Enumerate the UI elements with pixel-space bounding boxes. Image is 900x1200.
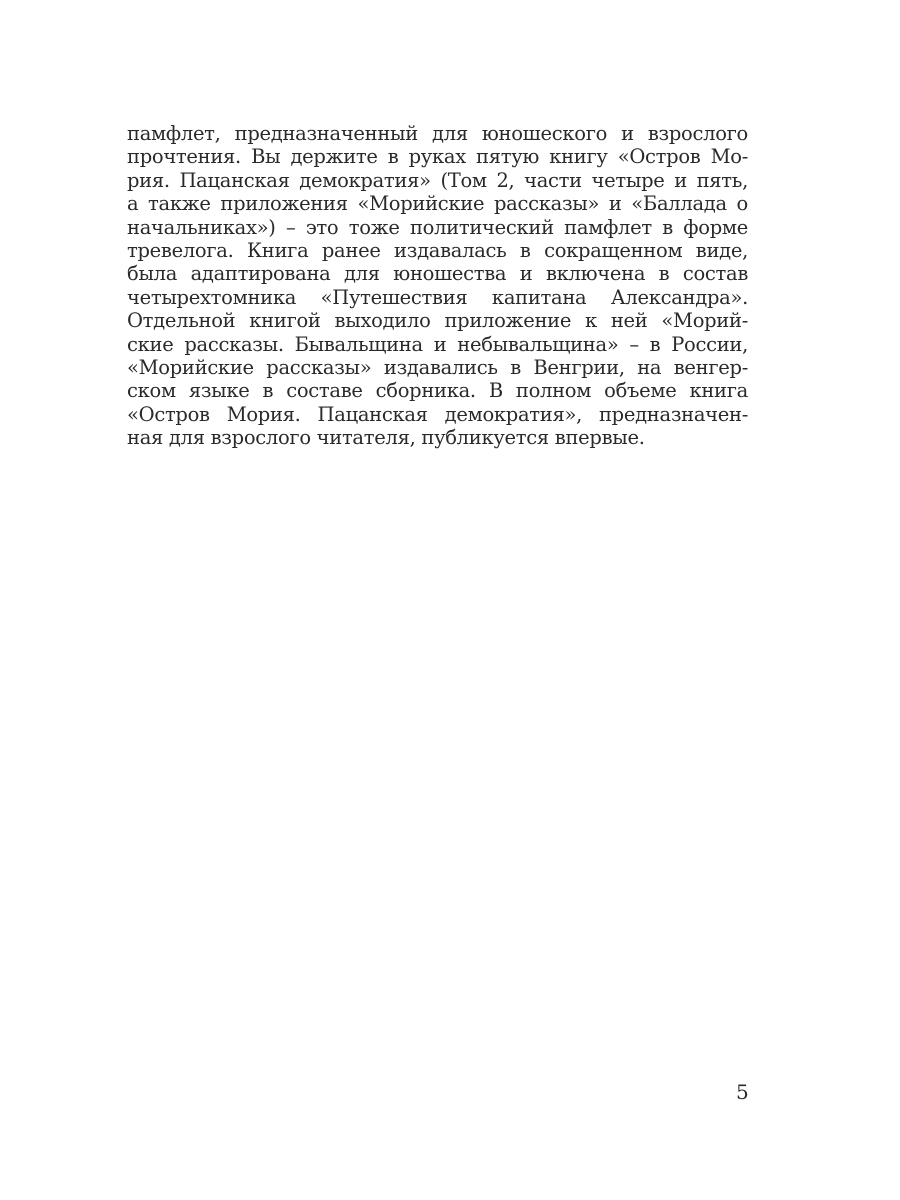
text-line: ские рассказы. Бывальщина и небывальщина» – в России, [127, 332, 748, 356]
text-line: четырехтомника «Путешествия капитана Александра». [127, 285, 748, 309]
text-line: памфлет, предназначенный для юношеского и взрослого [127, 122, 748, 145]
text-line: ском языке в составе сборника. В полном объеме книга [127, 379, 748, 403]
text-line: прочтения. Вы держите в руках пятую книгу «Остров Мо- [127, 145, 748, 169]
text-line: «Остров Мория. Пацанская демократия», предназначен- [127, 402, 748, 426]
text-line: ная для взрослого читателя, публикуется впервые. [127, 426, 645, 450]
text-line: Отдельной книгой выходило приложение к ней «Морий- [127, 309, 748, 333]
page-number: 5 [736, 1080, 749, 1104]
text-line: «Морийские рассказы» издавались в Венгрии, на венгер- [127, 355, 748, 379]
body-paragraph [127, 122, 748, 449]
text-line: была адаптирована для юношества и включена в состав [127, 262, 748, 286]
text-line: начальниках») – это тоже политический памфлет в форме [127, 215, 748, 239]
text-line: рия. Пацанская демократия» (Том 2, части четыре и пять, [127, 168, 748, 192]
text-line: тревелога. Книга ранее издавалась в сокращенном виде, [127, 238, 748, 262]
text-line: а также приложения «Морийские рассказы» и «Баллада о [127, 192, 748, 216]
